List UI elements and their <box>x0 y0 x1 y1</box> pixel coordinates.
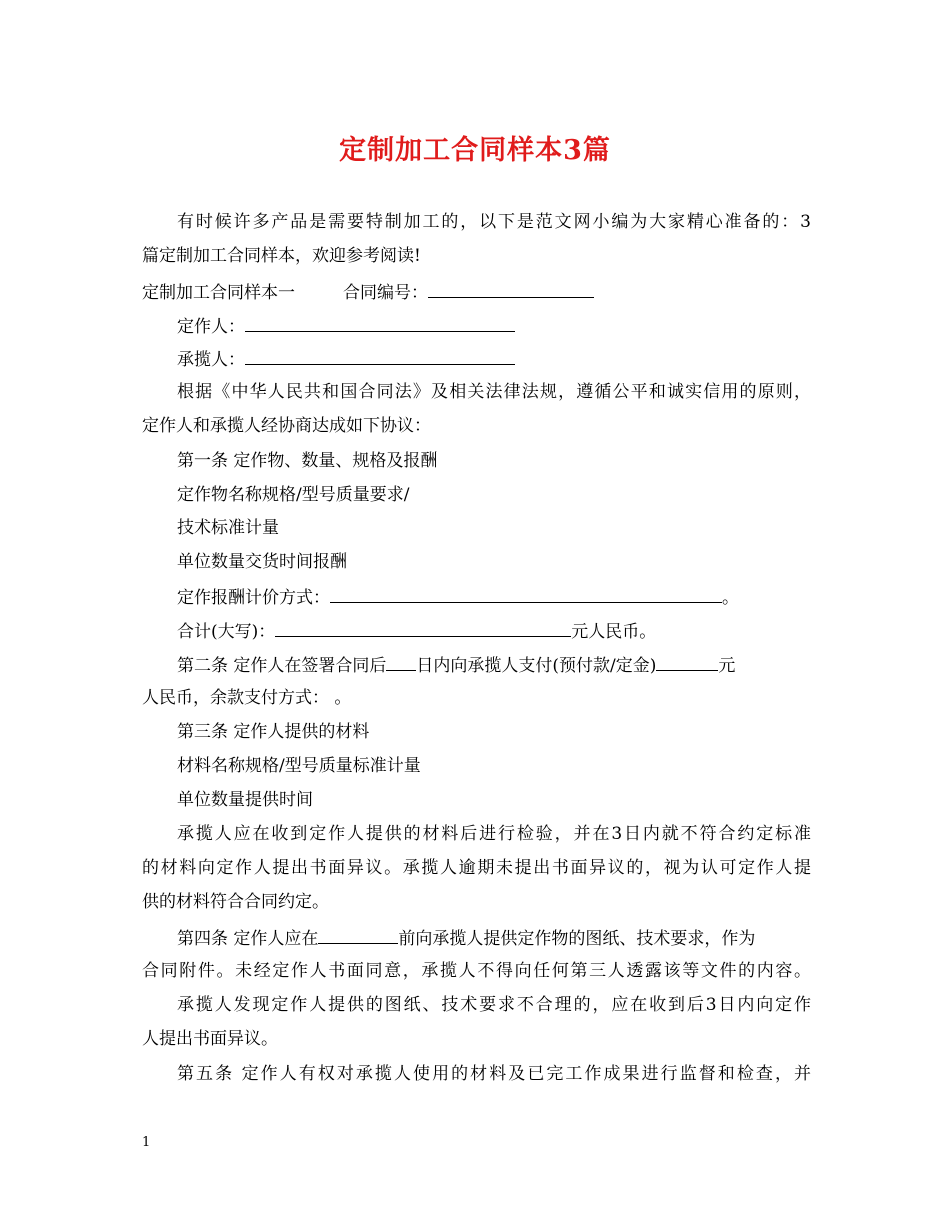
article-4-text-b: 前向承揽人提供定作物的图纸、技术要求，作为 <box>398 929 756 949</box>
article-2-text-c: 元 <box>718 656 736 676</box>
orderer-label: 定作人： <box>177 317 245 337</box>
orderer-blank[interactable] <box>245 314 515 332</box>
article-3-para-line-1: 承揽人应在收到定作人提供的材料后进行检验，并在3日内就不符合约定标准 <box>177 824 811 844</box>
article-3-para-line-3: 供的材料符合合同约定。 <box>142 892 329 912</box>
sample-label: 定制加工合同样本一 <box>142 283 295 303</box>
contractor-row <box>177 347 515 371</box>
article-2-text-b: 日内向承揽人支付(预付款/定金) <box>416 656 657 676</box>
article-3-columns-2: 单位数量提供时间 <box>177 790 313 810</box>
pricing-row <box>177 585 739 609</box>
article-2-text-a: 第二条 定作人在签署合同后 <box>177 656 387 676</box>
pricing-label: 定作报酬计价方式： <box>177 588 330 608</box>
contract-header <box>142 280 594 304</box>
deposit-blank[interactable] <box>656 653 718 671</box>
page-title: 定制加工合同样本3篇 <box>339 135 611 166</box>
article-4-para-line-2: 人提出书面异议。 <box>142 1029 278 1049</box>
article-1-heading: 第一条 定作物、数量、规格及报酬 <box>177 451 438 471</box>
article-3-columns-1: 材料名称规格/型号质量标准计量 <box>177 756 421 776</box>
page-number: 1 <box>142 1135 151 1150</box>
days-blank[interactable] <box>386 653 416 671</box>
article-1-columns-1: 定作物名称规格/型号质量要求/ <box>177 485 410 505</box>
article-5-line-1: 第五条 定作人有权对承揽人使用的材料及已完工作成果进行监督和检查，并 <box>177 1064 811 1084</box>
drawings-date-blank[interactable] <box>318 926 398 944</box>
article-3-para-line-2: 的材料向定作人提出书面异议。承揽人逾期未提出书面异议的，视为认可定作人提 <box>142 858 811 878</box>
preamble-line-1: 根据《中华人民共和国合同法》及相关法律法规，遵循公平和诚实信用的原则， <box>177 382 811 402</box>
pricing-blank[interactable] <box>330 585 722 603</box>
article-3-heading: 第三条 定作人提供的材料 <box>177 722 370 742</box>
contractor-blank[interactable] <box>245 347 515 365</box>
intro-line-1: 有时候许多产品是需要特制加工的，以下是范文网小编为大家精心准备的：3 <box>177 212 811 232</box>
pricing-end: 。 <box>722 588 739 608</box>
article-1-columns-2: 技术标准计量 <box>177 518 279 538</box>
article-4-line-2: 合同附件。未经定作人书面同意，承揽人不得向任何第三人透露该等文件的内容。 <box>142 961 811 981</box>
contractor-label: 承揽人： <box>177 350 245 370</box>
preamble-line-2: 定作人和承揽人经协商达成如下协议： <box>142 416 431 436</box>
contract-no-label: 合同编号： <box>343 283 428 303</box>
article-2-line-1 <box>177 653 735 677</box>
article-2-line-2: 人民币，余款支付方式： 。 <box>142 688 352 708</box>
total-row <box>177 619 656 643</box>
total-end: 元人民币。 <box>571 622 657 642</box>
contract-no-blank[interactable] <box>428 280 594 298</box>
article-4-text-a: 第四条 定作人应在 <box>177 929 319 949</box>
article-4-line-1 <box>177 926 755 950</box>
total-label: 合计(大写)： <box>177 622 276 642</box>
total-blank[interactable] <box>275 619 571 637</box>
article-1-columns-3: 单位数量交货时间报酬 <box>177 552 347 572</box>
intro-line-2: 篇定制加工合同样本，欢迎参考阅读! <box>142 246 421 266</box>
article-4-para-line-1: 承揽人发现定作人提供的图纸、技术要求不合理的，应在收到后3日内向定作 <box>177 995 811 1015</box>
orderer-row <box>177 314 515 338</box>
